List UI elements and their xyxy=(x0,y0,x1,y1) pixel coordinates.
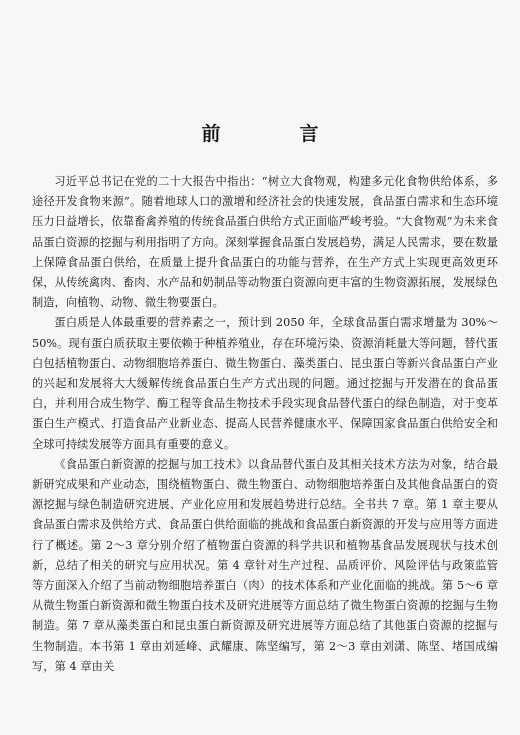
preface-body xyxy=(32,172,498,677)
paragraph: 蛋白质是人体最重要的营养素之一，预计到 2050 年，全球食品蛋白需求增量为 30%～50%。现有蛋白质获取主要依赖于种植养殖业，存在环境污染、资源消耗量大等问题，替代蛋白包括植物蛋白、动物细胞培养蛋白、微生物蛋白、藻类蛋白、昆虫蛋白等新兴食品蛋白产业的兴起和发展将大大缓解传统食品蛋白生产方式出现的问题。通过挖掘与开发潜在的食品蛋白，并利用合成生物学、酶工程等食品生物技术手段实现食品替代蛋白的绿色制造，对于变革蛋白生产模式、打造食品产业新业态、提高人民营养健康水平、保障国家食品蛋白供给安全和全球可持续发展等方面具有重要的意义。 xyxy=(32,316,498,451)
paragraph: 习近平总书记在党的二十大报告中指出：“树立大食物观，构建多元化食物供给体系，多途径开发食物来源”。随着地球人口的激增和经济社会的快速发展，食品蛋白需求和生态环境压力日益增长，依靠畜禽养殖的传统食品蛋白供给方式正面临严峻考验。“大食物观”为未来食品蛋白资源的挖掘与利用指明了方向。深刻掌握食品蛋白发展趋势，满足人民需求，要在数量上保障食品蛋白供给，在质量上提升食品蛋白的功能与营养，在生产方式上实现更高效更环保，从传统禽肉、畜肉、水产品和奶制品等动物蛋白资源向更丰富的生物资源拓展，发展绿色制造，向植物、动物、微生物要蛋白。 xyxy=(32,175,498,310)
page-title: 前 言 xyxy=(201,123,349,145)
paragraph: 《食品蛋白新资源的挖掘与加工技术》以食品替代蛋白及其相关技术方法为对象，结合最新研究成果和产业动态，围绕植物蛋白、微生物蛋白、动物细胞培养蛋白及其他食品蛋白的资源挖掘与绿色制造研究进展、产业化应用和发展趋势进行总结。全书共 7 章。第 1 章主要从食品蛋白需求及供给方式、食品蛋白供给面临的挑战和食品蛋白新资源的开发与应用等方面进行了概述。第 2～3 章分别介绍了植物蛋白资源的科学共识和植物基食品发展现状与技术创新，总结了相关的研究与应用状况。第 4 章针对生产过程、品质评价、风险评估与政策监管等方面深入介绍了当前动物细胞培养蛋白（肉）的技术体系和产业化面临的挑战。第 5～6 章从微生物蛋白新资源和微生物蛋白技术及研究进展等方面总结了微生物蛋白资源的挖掘与生物制造。第 7 章从藻类蛋白和昆虫蛋白新资源及研究进展等方面总结了其他蛋白资源的挖掘与生物制造。本书第 1 章由刘延峰、武耀康、陈坚编写，第 2～3 章由刘潇、陈坚、堵国成编写，第 4 章由关 xyxy=(32,457,498,673)
